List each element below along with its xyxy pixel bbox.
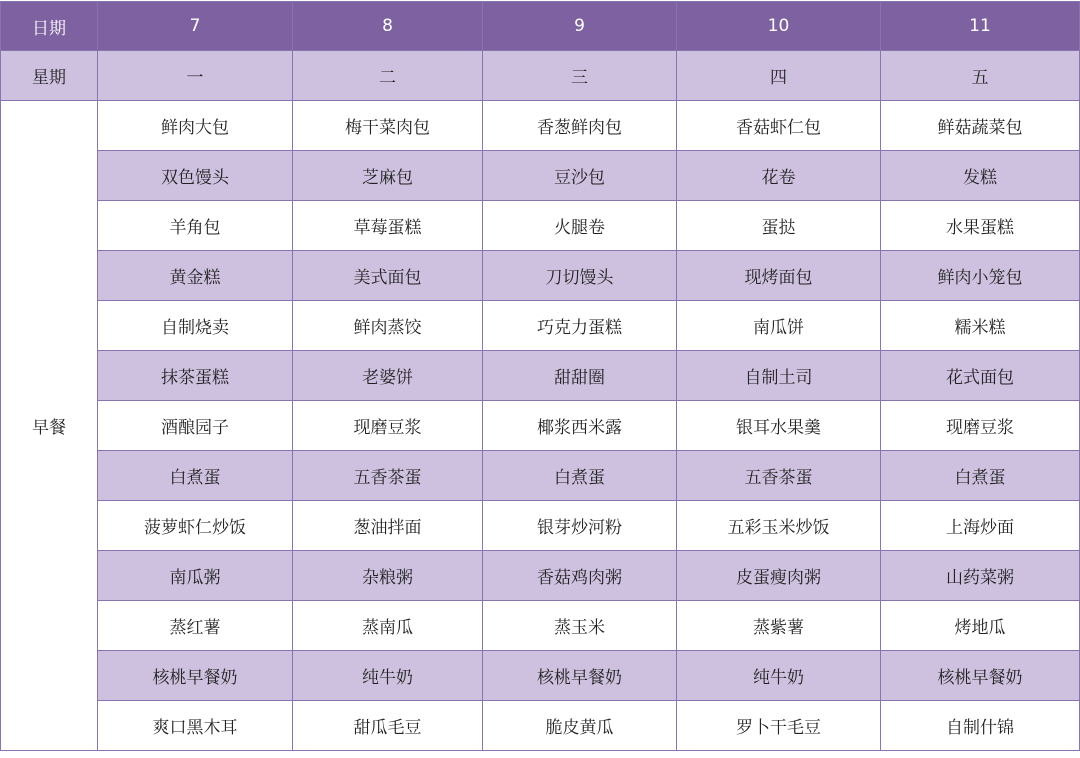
menu-item-cell: 现磨豆浆 xyxy=(881,401,1080,451)
menu-item-cell: 花卷 xyxy=(677,151,881,201)
menu-item-cell: 自制烧卖 xyxy=(98,301,293,351)
menu-item-cell: 蒸紫薯 xyxy=(677,601,881,651)
menu-row xyxy=(1,101,1080,151)
menu-item-cell: 银芽炒河粉 xyxy=(483,501,677,551)
menu-item-cell: 自制什锦 xyxy=(881,701,1080,751)
menu-item-cell: 刀切馒头 xyxy=(483,251,677,301)
menu-item-cell: 梅干菜肉包 xyxy=(293,101,483,151)
menu-row xyxy=(1,201,1080,251)
menu-item-cell: 双色馒头 xyxy=(98,151,293,201)
menu-row xyxy=(1,551,1080,601)
menu-row xyxy=(1,301,1080,351)
menu-item-cell: 白煮蛋 xyxy=(881,451,1080,501)
date-cell: 10 xyxy=(677,2,881,51)
menu-item-cell: 五香茶蛋 xyxy=(293,451,483,501)
weekday-cell: 一 xyxy=(98,51,293,101)
menu-item-cell: 山药菜粥 xyxy=(881,551,1080,601)
menu-item-cell: 酒酿园子 xyxy=(98,401,293,451)
menu-item-cell: 自制土司 xyxy=(677,351,881,401)
menu-row xyxy=(1,601,1080,651)
weekday-cell: 五 xyxy=(881,51,1080,101)
menu-item-cell: 南瓜饼 xyxy=(677,301,881,351)
menu-item-cell: 甜瓜毛豆 xyxy=(293,701,483,751)
date-cell: 7 xyxy=(98,2,293,51)
menu-item-cell: 草莓蛋糕 xyxy=(293,201,483,251)
menu-item-cell: 美式面包 xyxy=(293,251,483,301)
menu-item-cell: 糯米糕 xyxy=(881,301,1080,351)
menu-item-cell: 罗卜干毛豆 xyxy=(677,701,881,751)
menu-row xyxy=(1,501,1080,551)
menu-item-cell: 蒸玉米 xyxy=(483,601,677,651)
menu-item-cell: 核桃早餐奶 xyxy=(98,651,293,701)
menu-item-cell: 发糕 xyxy=(881,151,1080,201)
weekday-cell: 三 xyxy=(483,51,677,101)
weekday-row xyxy=(1,51,1080,101)
menu-item-cell: 椰浆西米露 xyxy=(483,401,677,451)
date-cell: 11 xyxy=(881,2,1080,51)
menu-item-cell: 鲜菇蔬菜包 xyxy=(881,101,1080,151)
meal-label: 早餐 xyxy=(1,101,98,751)
menu-item-cell: 香菇鸡肉粥 xyxy=(483,551,677,601)
menu-row xyxy=(1,251,1080,301)
menu-item-cell: 五彩玉米炒饭 xyxy=(677,501,881,551)
menu-item-cell: 芝麻包 xyxy=(293,151,483,201)
menu-item-cell: 脆皮黄瓜 xyxy=(483,701,677,751)
menu-item-cell: 纯牛奶 xyxy=(677,651,881,701)
menu-item-cell: 黄金糕 xyxy=(98,251,293,301)
menu-item-cell: 皮蛋瘦肉粥 xyxy=(677,551,881,601)
menu-item-cell: 烤地瓜 xyxy=(881,601,1080,651)
menu-item-cell: 纯牛奶 xyxy=(293,651,483,701)
menu-item-cell: 银耳水果羹 xyxy=(677,401,881,451)
menu-item-cell: 杂粮粥 xyxy=(293,551,483,601)
menu-item-cell: 现磨豆浆 xyxy=(293,401,483,451)
menu-item-cell: 核桃早餐奶 xyxy=(483,651,677,701)
menu-item-cell: 白煮蛋 xyxy=(483,451,677,501)
menu-row xyxy=(1,401,1080,451)
menu-item-cell: 水果蛋糕 xyxy=(881,201,1080,251)
menu-item-cell: 五香茶蛋 xyxy=(677,451,881,501)
menu-item-cell: 甜甜圈 xyxy=(483,351,677,401)
menu-item-cell: 爽口黑木耳 xyxy=(98,701,293,751)
menu-item-cell: 花式面包 xyxy=(881,351,1080,401)
date-header-row xyxy=(1,2,1080,51)
menu-row xyxy=(1,451,1080,501)
menu-item-cell: 抹茶蛋糕 xyxy=(98,351,293,401)
menu-item-cell: 羊角包 xyxy=(98,201,293,251)
menu-item-cell: 菠萝虾仁炒饭 xyxy=(98,501,293,551)
menu-item-cell: 上海炒面 xyxy=(881,501,1080,551)
menu-item-cell: 蒸红薯 xyxy=(98,601,293,651)
date-cell: 9 xyxy=(483,2,677,51)
menu-item-cell: 现烤面包 xyxy=(677,251,881,301)
menu-item-cell: 核桃早餐奶 xyxy=(881,651,1080,701)
menu-item-cell: 蛋挞 xyxy=(677,201,881,251)
menu-body xyxy=(1,101,1080,751)
menu-row xyxy=(1,351,1080,401)
menu-item-cell: 老婆饼 xyxy=(293,351,483,401)
menu-item-cell: 豆沙包 xyxy=(483,151,677,201)
date-cell: 8 xyxy=(293,2,483,51)
menu-table xyxy=(0,1,1080,751)
menu-item-cell: 火腿卷 xyxy=(483,201,677,251)
menu-row xyxy=(1,651,1080,701)
menu-item-cell: 蒸南瓜 xyxy=(293,601,483,651)
menu-item-cell: 巧克力蛋糕 xyxy=(483,301,677,351)
menu-row xyxy=(1,151,1080,201)
menu-item-cell: 葱油拌面 xyxy=(293,501,483,551)
menu-item-cell: 鲜肉小笼包 xyxy=(881,251,1080,301)
weekday-label: 星期 xyxy=(1,51,98,101)
menu-item-cell: 南瓜粥 xyxy=(98,551,293,601)
menu-item-cell: 鲜肉蒸饺 xyxy=(293,301,483,351)
menu-item-cell: 香葱鲜肉包 xyxy=(483,101,677,151)
menu-row xyxy=(1,701,1080,751)
weekday-cell: 二 xyxy=(293,51,483,101)
menu-item-cell: 香菇虾仁包 xyxy=(677,101,881,151)
menu-item-cell: 鲜肉大包 xyxy=(98,101,293,151)
weekday-cell: 四 xyxy=(677,51,881,101)
date-label: 日期 xyxy=(1,2,98,51)
menu-item-cell: 白煮蛋 xyxy=(98,451,293,501)
